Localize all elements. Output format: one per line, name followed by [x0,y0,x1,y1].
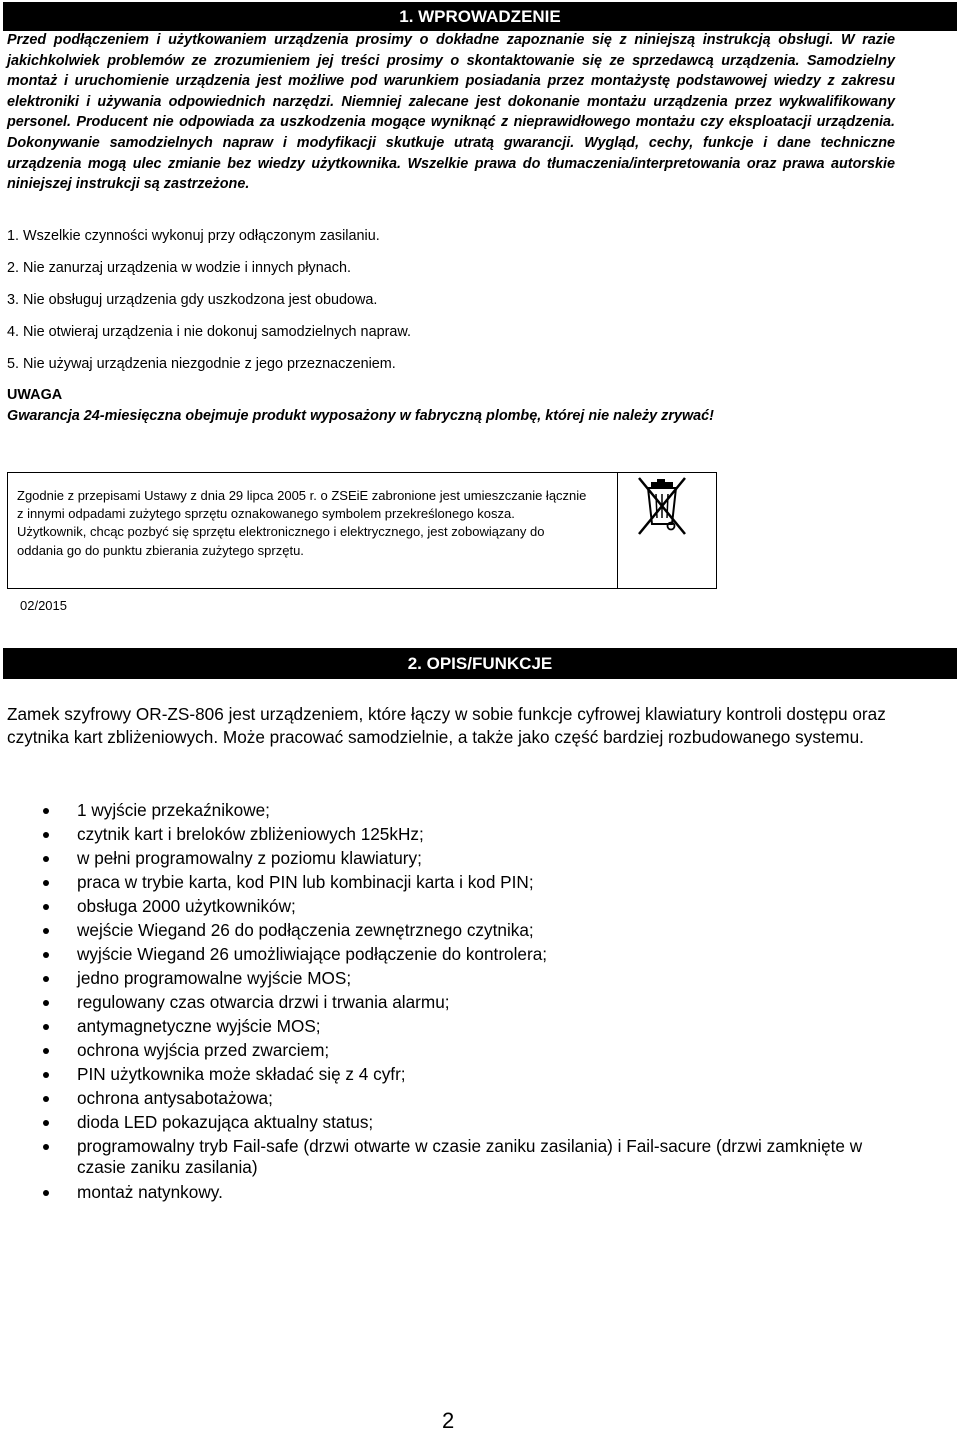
feature-text: czytnik kart i breloków zbliżeniowych 125kHz; [77,824,424,844]
feature-text: montaż natynkowy. [77,1182,223,1202]
feature-item [77,824,897,845]
feature-item [77,1016,897,1037]
bullet-icon [43,1096,49,1102]
feature-item [77,992,897,1013]
bullet-icon [43,1144,49,1150]
feature-item [77,1182,897,1203]
bullet-icon [43,1120,49,1126]
warning-heading: UWAGA [7,387,63,403]
feature-item [77,1136,897,1178]
feature-text: obsługa 2000 użytkowników; [77,896,296,916]
document-date: 02/2015 [20,598,67,613]
feature-text: dioda LED pokazująca aktualny status; [77,1112,374,1132]
feature-item [77,1112,897,1133]
feature-item [77,944,897,965]
feature-text: regulowany czas otwarcia drzwi i trwania alarmu; [77,992,450,1012]
bullet-icon [43,1072,49,1078]
feature-text: wyjście Wiegand 26 umożliwiające podłączenie do kontrolera; [77,944,548,964]
feature-text: w pełni programowalny z poziomu klawiatury; [77,848,422,868]
page-number: 2 [442,1408,455,1433]
section-1-heading: 1. WPROWADZENIE [3,2,957,31]
feature-item [77,848,897,869]
feature-item [77,872,897,893]
feature-item [77,1064,897,1085]
feature-text: 1 wyjście przekaźnikowe; [77,800,270,820]
crossed-out-wheelie-bin-icon [631,474,693,538]
safety-rule-1: 1. Wszelkie czynności wykonuj przy odłączonym zasilaniu. [7,228,380,244]
weee-box-divider [617,472,618,589]
bullet-icon [43,1024,49,1030]
feature-item [77,1088,897,1109]
section-2-heading: 2. OPIS/FUNKCJE [3,648,957,679]
feature-text: ochrona antysabotażowa; [77,1088,273,1108]
feature-text: ochrona wyjścia przed zwarciem; [77,1040,330,1060]
bullet-icon [43,856,49,862]
feature-item [77,800,897,821]
feature-text: jedno programowalne wyjście MOS; [77,968,352,988]
feature-text: praca w trybie karta, kod PIN lub kombinacji karta i kod PIN; [77,872,534,892]
bullet-icon [43,832,49,838]
feature-item [77,968,897,989]
feature-text: PIN użytkownika może składać się z 4 cyfr; [77,1064,406,1084]
feature-item [77,920,897,941]
bullet-icon [43,1000,49,1006]
safety-rule-2: 2. Nie zanurzaj urządzenia w wodzie i innych płynach. [7,260,351,276]
bullet-icon [43,808,49,814]
feature-item [77,1040,897,1061]
safety-rule-3: 3. Nie obsługuj urządzenia gdy uszkodzona jest obudowa. [7,292,378,308]
bullet-icon [43,928,49,934]
bullet-icon [43,904,49,910]
bullet-icon [43,952,49,958]
feature-item [77,896,897,917]
feature-text: wejście Wiegand 26 do podłączenia zewnętrznego czytnika; [77,920,534,940]
feature-text: programowalny tryb Fail-safe (drzwi otwarte w czasie zaniku zasilania) i Fail-sacure (drzwi zamknięte w czasie zaniku zasilania) [77,1136,863,1177]
introduction-paragraph: Przed podłączeniem i użytkowaniem urządzenia prosimy o dokładne zapoznanie się z niniejszą instrukcją obsługi. W razie jakichkolwiek problemów ze zrozumieniem jej treści prosimy o skontaktowanie się ze sprzedawcą urządzenia. Samodzielny montaż i uruchomienie urządzenia jest możliwe pod warunkiem posiadania przez montażystę podstawowej wiedzy z zakresu elektroniki i używania odpowiednich narzędzi. Niemniej zalecane jest dokonanie montażu urządzenia przez wykwalifikowany personel. Producent nie odpowiada za uszkodzenia mogące wyniknąć z nieprawidłowego montażu czy eksploatacji urządzenia. Dokonywanie samodzielnych napraw i modyfikacji skutkuje utratą gwarancji. Wygląd, cechy, funkcje i dane techniczne urządzenia mogą ulec zmianie bez wiedzy użytkownika. Wszelkie prawa do tłumaczenia/interpretowania oraz prawa autorskie niniejszej instrukcji są zastrzeżone. [7,32,895,193]
bullet-icon [43,880,49,886]
bullet-icon [43,1190,49,1196]
weee-notice-text: Zgodnie z przepisami Ustawy z dnia 29 lipca 2005 r. o ZSEiE zabronione jest umieszczanie łącznie z innymi odpadami zużytego sprzętu oznakowanego symbolem przekreślonego kosza. Użytkownik, chcąc pozbyć się sprzętu elektronicznego i elektrycznego, jest zobowiązany do oddania go do punktu zbierania zużytego sprzętu. [17,488,587,558]
feature-text: antymagnetyczne wyjście MOS; [77,1016,321,1036]
safety-rule-5: 5. Nie używaj urządzenia niezgodnie z jego przeznaczeniem. [7,356,396,372]
bullet-icon [43,976,49,982]
product-description: Zamek szyfrowy OR-ZS-806 jest urządzeniem, które łączy w sobie funkcje cyfrowej klawiatury kontroli dostępu oraz czytnika kart zbliżeniowych. Może pracować samodzielnie, a także jako część bardziej rozbudowanego systemu. [7,704,886,747]
bullet-icon [43,1048,49,1054]
safety-rule-4: 4. Nie otwieraj urządzenia i nie dokonuj samodzielnych napraw. [7,324,411,340]
warranty-warning: Gwarancja 24-miesięczna obejmuje produkt wyposażony w fabryczną plombę, której nie należy zrywać! [7,408,714,424]
